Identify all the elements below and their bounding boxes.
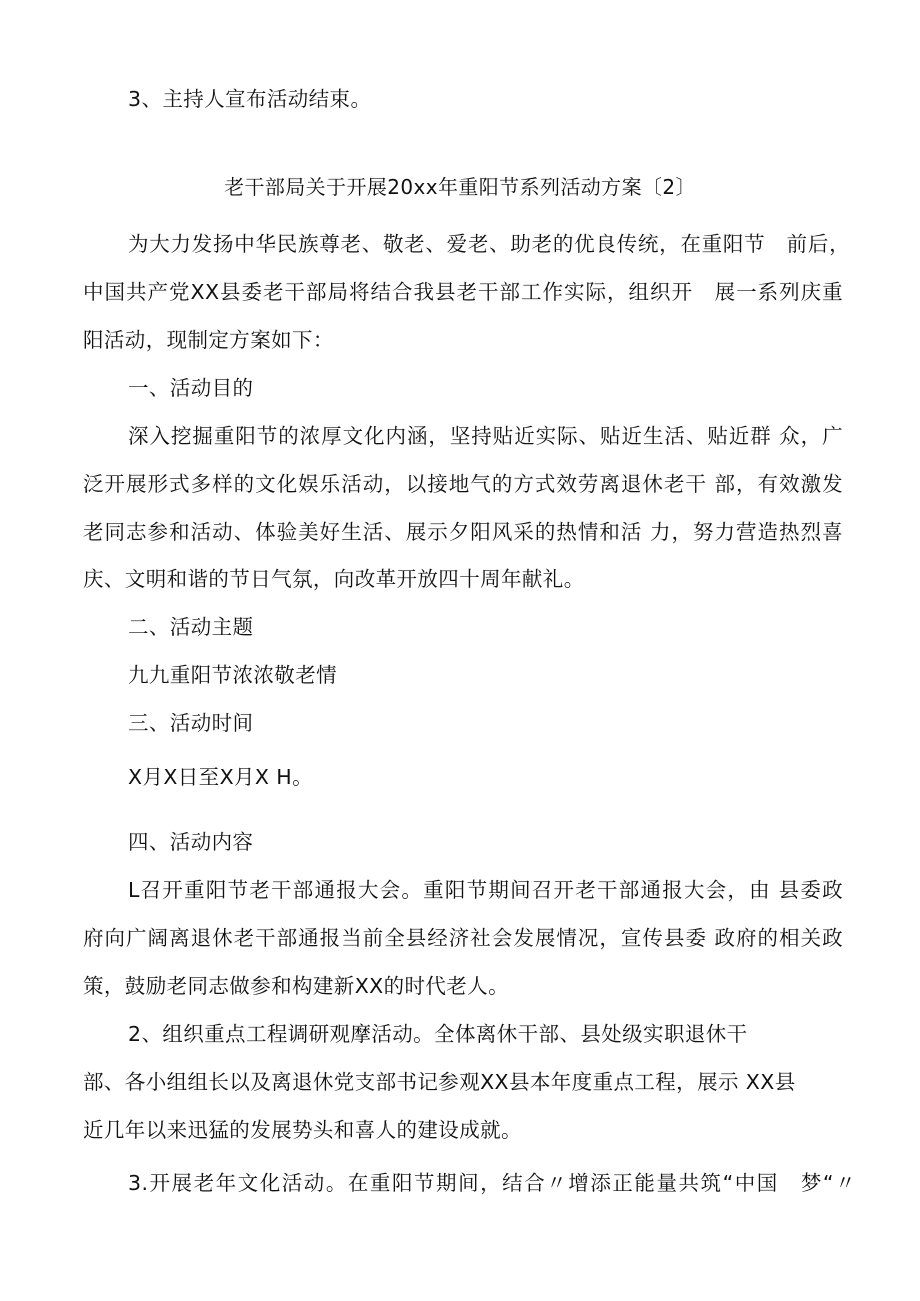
purpose-line: 庆、文明和谐的节日气氛，向改革开放四十周年献礼。: [83, 567, 585, 591]
intro-line: 为大力发扬中华民族尊老、敬老、爱老、助老的优良传统，在重阳节 前后，: [128, 232, 850, 256]
section-heading-theme: 二、活动主题: [128, 615, 254, 639]
purpose-line: 老同志参和活动、体验美好生活、展示夕阳风采的热情和活 力，努力营造热烈喜: [83, 520, 843, 544]
time-text: X月X日至X月X H。: [128, 765, 314, 789]
content-item-1-line: 策，鼓励老同志做参和构建新XX的时代老人。: [83, 974, 509, 998]
content-item-2-line: 部、各小组组长以及离退休党支部书记参观XX县本年度重点工程，展示 XX县: [83, 1070, 796, 1094]
content-item-3-line: 3.开展老年文化活动。在重阳节期间，结合〃增添正能量共筑“中国 梦“〃: [128, 1171, 856, 1195]
content-item-2-line: 2、组织重点工程调研观摩活动。全体离休干部、县处级实职退休干: [128, 1022, 748, 1046]
content-item-1-line: L召开重阳节老干部通报大会。重阳节期间召开老干部通报大会，由 县委政: [128, 878, 843, 902]
closing-item: 3、主持人宣布活动结束。: [128, 87, 372, 111]
theme-text: 九九重阳节浓浓敬老情: [128, 663, 337, 687]
intro-line: 中国共产党XX县委老干部局将结合我县老干部工作实际，组织开 展一系列庆重: [83, 280, 843, 304]
content-item-2-line: 近几年以来迅猛的发展势头和喜人的建设成就。: [83, 1118, 522, 1142]
content-item-1-line: 府向广阔离退休老干部通报当前全县经济社会发展情况，宣传县委 政府的相关政: [83, 926, 843, 950]
intro-line: 阳活动，现制定方案如下：: [83, 328, 334, 352]
section-heading-time: 三、活动时间: [128, 711, 254, 735]
purpose-line: 泛开展形式多样的文化娱乐活动，以接地气的方式效劳离退休老干 部，有效激发: [83, 472, 843, 496]
section-heading-purpose: 一、活动目的: [128, 376, 254, 400]
purpose-line: 深入挖掘重阳节的浓厚文化内涵，坚持贴近实际、贴近生活、贴近群 众，广: [128, 424, 843, 448]
document-title: 老干部局关于开展20xx年重阳节系列活动方案〔2〕: [224, 175, 696, 199]
section-heading-content: 四、活动内容: [128, 830, 254, 854]
